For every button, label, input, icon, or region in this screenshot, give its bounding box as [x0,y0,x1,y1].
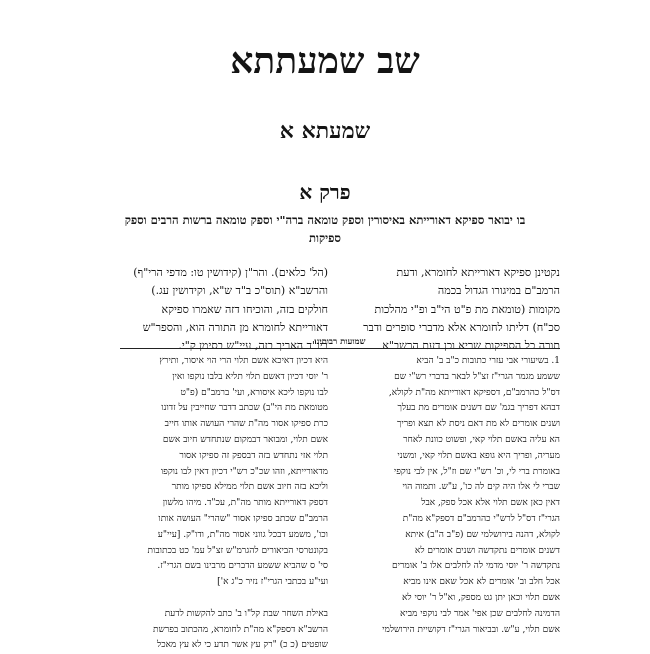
text-line: חולקים בזה, והוכיחו דזה שאמרו ספיקא [161,302,328,316]
commentary-heading: שמועות רבותינו [314,337,366,347]
text-line: תורה כל הספיקות שריא וכן דעת הרשב"א [382,339,560,353]
text-line: שופטים (כ כ) "רק עץ אשר תדע כי לא עץ מאכל [157,640,328,651]
text-line: הדמינה לחלבים שכן אפי' אמר לבי נוקפי מביא [399,608,560,619]
text-line: אכל חלב וב' אומרים לא אכל שאם אינו מביא [403,577,560,588]
text-line: דבהא דפריך בגמ' שם דשנים אומרים מת בעלך [397,403,560,414]
text-line: והרשב"א (תוס"כ ב"ד ש"א, וקידושין עג.) [151,284,328,298]
text-line: (הל' כלאים). והר"ן (קידושין טו: מדפי הרי"ף) [133,266,328,279]
text-line: וליכא בזה חיוב אשם תלוי ממילא ספיקו מותר [171,482,328,493]
text-line: הגרי"ז דס"ל לרש"י כהרמב"ם דספק"א מה"ת [402,513,560,524]
text-line: וכו', משמע דבכל גווני אסור מה"ת, ודו"ק. [עיי"ע [157,529,328,540]
text-line: דספק דאורייתא מותר מה"ת, עכ"ד. מיהו מלשון [162,498,328,509]
text-line: נקטינן ספיקא דאורייתא לחומרא, ודעת [396,266,560,279]
text-line: באומרת ברי לי, וכ' רש"י שם וז"ל, אין לבי נוקפי [393,466,560,477]
commentary-right-column [338,354,560,638]
text-line: סכ"ח) דליתו לחומרא אלא מדברי סופרים ודבר [363,320,560,334]
text-line: ושנים אומרים לא מת דאם ניסת לא תצא ופריך [396,419,560,430]
text-line: דשנים אומרים נתקדשה ושנים אומרים לא [414,545,560,556]
text-line: אשם תלוי, ומבואר דבמקום שנתחדש חיוב אשם [162,434,328,445]
text-line: באילת השחר שבת קל"ו ב' כתב להקשות לדעת [164,608,328,619]
text-line: ששמע מגמר הגרי"ז זצ"ל לבאר בדברי רש"י שם [394,371,560,382]
text-line: היא דכיון דאיכא אשם תלוי הרי הוי איסור, ותירץ [159,356,328,366]
text-line: ר' יוסי דכיון דאשם תלוי תליא בלבו נוקפו ואין [172,371,328,382]
text-line: מטומאת מת הי"ב) שכתב דדבר שחייבין על זדונו [161,403,328,414]
commentary-left-column [120,354,328,654]
text-line: הא עליה באשם תלוי קאי, ופשוט כוונת לאחר [403,434,560,445]
text-line: מעריה, ופריך היא גופא באשם תלוי קאי, ומשני [397,450,560,461]
text-line [120,591,328,607]
chapter-title: פרק א [299,180,351,204]
text-line: בקונטרסי הביאורים להגרמ"ש זצ"ל עמ' כט בכתובות [147,545,328,556]
text-line: נתקדשה ר' יוסי מדמי לה לחלבים אלו ב' אומרים [392,561,560,572]
text-line: אשם תלוי, ע"ש. ובביאור הגרי"ז דקושיית הירושלמי [382,624,560,635]
text-line: תלוי אזי נתחדש בזה דבספק זה ספיקו אסור [179,450,328,461]
text-line: מדאורייתא, וזהו שכ"כ רש"י דכיון דאין לבו נוקפו [160,466,328,477]
text-line: הרשב"א דספק"א מה"ת לחומרא, מהכתוב בפרשת [152,624,328,635]
text-line: לקולא, דהנה בירושלמי שם (פ"ב ה"ב) איתא [405,529,560,540]
text-line: הרמב"ם במיגורו הגדול בכמה [437,284,560,298]
text-line: 1. בשיעורי אבי עזרי כתובות כ"ב ב' הביא [416,356,560,366]
text-line: לבו נוקפו ליכא איסורא, ועי' ברמב"ם (פ"ט [180,387,328,398]
text-line: ביו"ד האריך בזה, עיי"ש בסימן ק"י. [178,339,328,353]
text-line: דאורייתא לחומרא מן התורה הוא, והספר"ש [142,320,328,334]
text-line: דאין כאן אשם תלוי אלא אכל ספק, אבל [421,498,560,509]
section-title: שמעתא א [279,118,371,144]
text-line: שברי לי אלו היה קים לה כו', ע"ש. ותמוה הוי [402,482,560,493]
text-line: מקומות (טומאת מת פ"ט הי"ב ופ"י מהלכות [374,302,560,316]
book-title: שב שמעתתא [230,40,420,82]
text-line: סי' ס שהביא ששמע הדברים מרבינו בשם הגרי"ז. [157,561,328,572]
text-line: הרמב"ם שכתב ספיקו אסור "שהרי" העושה אותו [158,513,328,524]
text-line: ועי"ע בכתבי הגרי"ז נזיר כ"ג א'] [217,577,328,588]
text-line: כרת ספיקו אסור מה"ת שהרי העושה אותו חייב [164,419,328,430]
divider [120,348,560,349]
text-line: אשם תלוי וכאן יתן גט מספק, וא"ל ר' יוסי לא [402,592,560,603]
text-line: דס"ל כהרמב"ם, דספיקא דאורייתא מה"ת לקולא, [388,387,560,398]
chapter-description: בו יבואר ספיקא דאורייתא באיסורין וספק טומאה ברה"י וספק טומאה ברשות הרבים וספק ספיקות [124,213,526,245]
